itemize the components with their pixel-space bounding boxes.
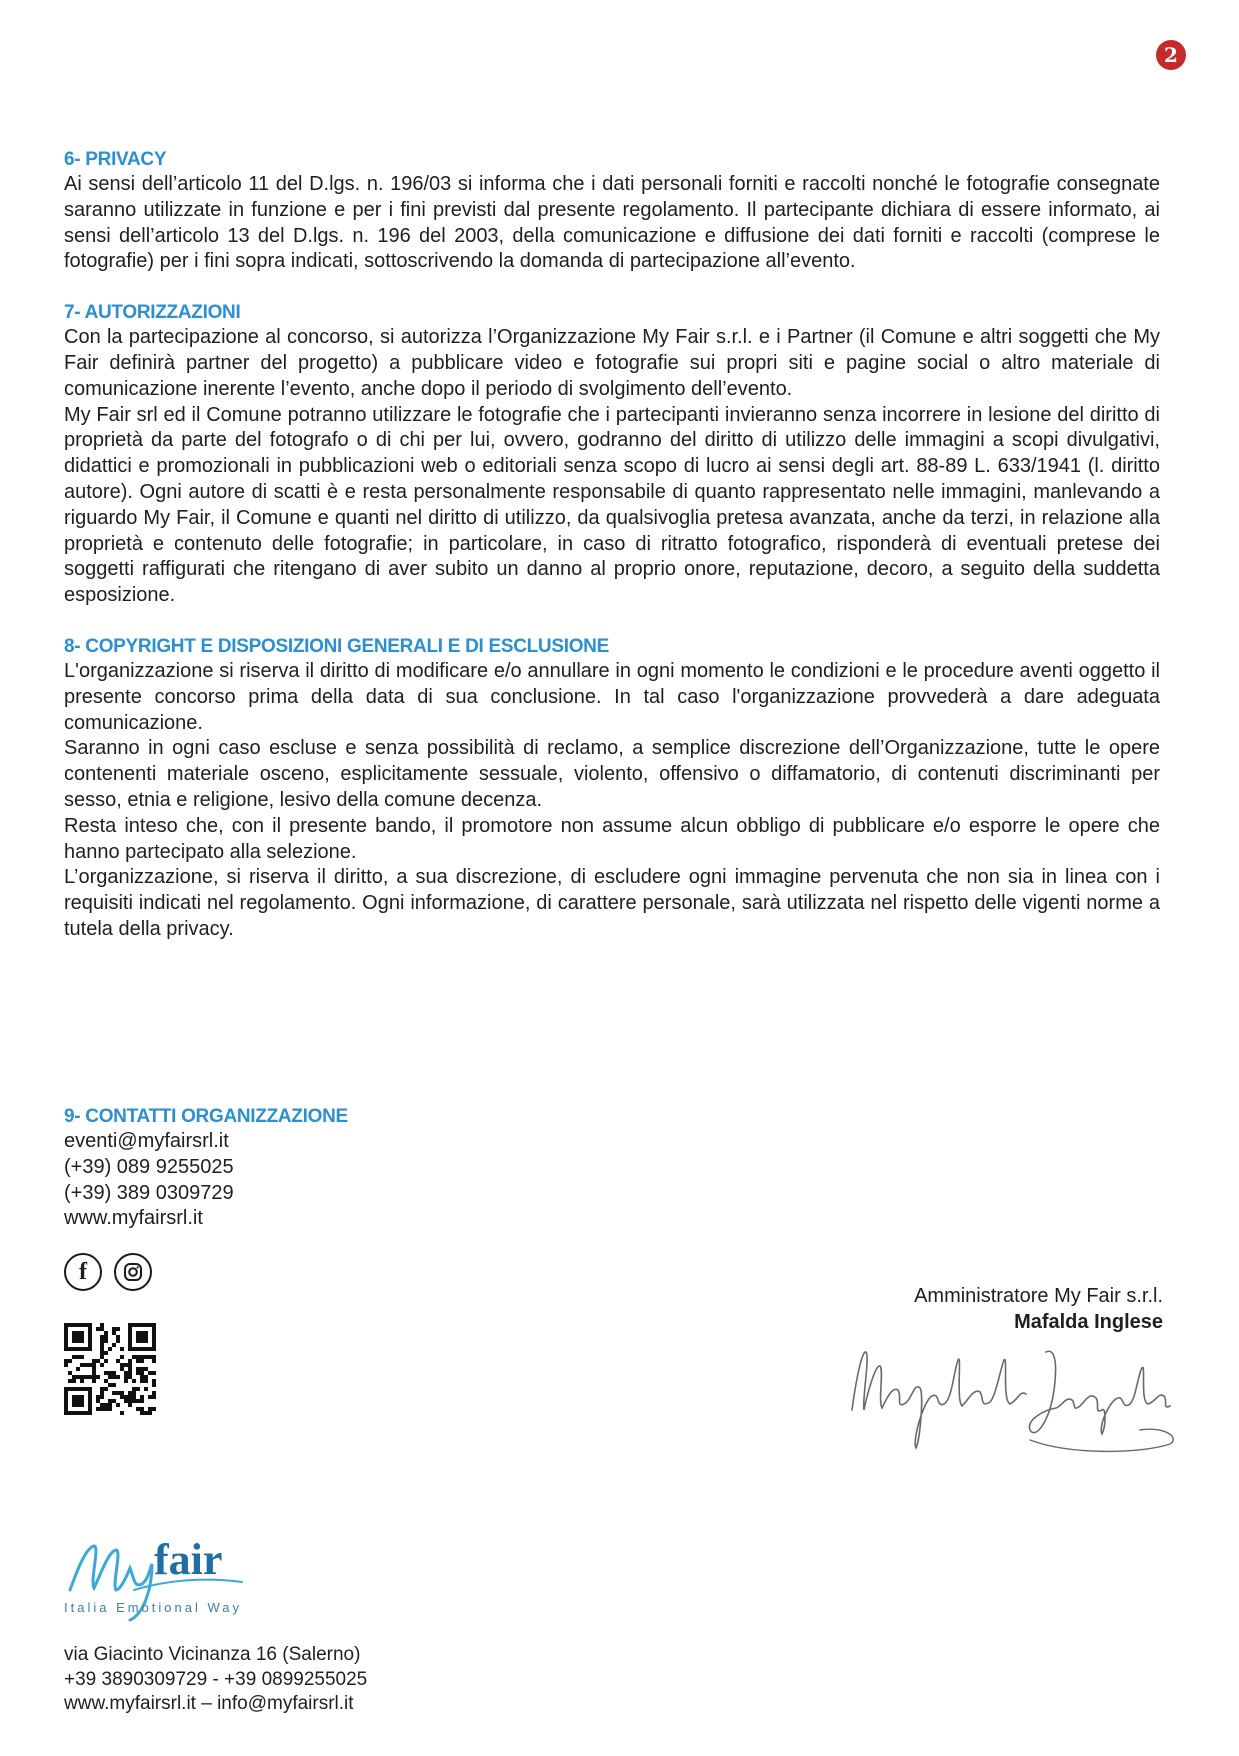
qr-code[interactable] [64,1323,156,1420]
instagram-glyph [123,1262,143,1282]
contacts-section [64,1105,664,1232]
qr-code-image [64,1323,156,1415]
address-street: via Giacinto Vicinanza 16 (Salerno) [64,1644,361,1665]
handwritten-signature [840,1330,1180,1465]
section-title: 6- PRIVACY [64,149,167,170]
paragraph: My Fair srl ed il Comune potranno utilizzare le fotografie che i partecipanti invieranno senza incorrere in lesione del diritto di proprietà da parte del fotografo o di chi per lui, ovvero, godranno del diritto di utilizzo delle immagini a scopi divulgativi, didattici e promozionali in pubblicazioni web o editoriali senza scopo di lucro ai sensi degli art. 88-89 L. 633/1941 (l. diritto autore). Ogni autore di scatti è e resta personalmente responsabile di quanto rappresentato nelle immagini, manlevando a riguardo My Fair, il Comune e quanti nel diritto di utilizzo, da qualsivoglia pretesa avanzata, anche da terzi, in relazione alla proprietà e contenuto delle fotografie; in particolare, in caso di ritratto fotografico, risponderà di eventuali pretese dei soggetti raffigurati che ritengano di aver subito un danno al proprio onore, reputazione, decoro, a seguito della suddetta esposizione. [64,403,1160,607]
social-links [64,1253,152,1291]
paragraph: Saranno in ogni caso escluse e senza possibilità di reclamo, a semplice discrezione dell’Organizzazione, tutte le opere contenenti materiale osceno, esplicitamente sessuale, violento, offensivo o diffamatorio, di contenuti discriminanti per sesso, etnia e religione, lesivo della comune decenza. [64,737,1160,811]
section-privacy [64,148,1160,275]
main-content [64,148,1160,969]
facebook-glyph: f [79,1259,87,1285]
contact-phone[interactable]: (+39) 089 9255025 [64,1155,234,1178]
signature-image [840,1330,1180,1460]
signature-block [914,1283,1163,1335]
contact-email[interactable]: eventi@myfairsrl.it [64,1130,229,1152]
address-phones: +39 3890309729 - +39 0899255025 [64,1668,368,1690]
paragraph: Ai sensi dell’articolo 11 del D.lgs. n. 196/03 si informa che i dati personali forniti e raccolti nonché le fotografie consegnate saranno utilizzate in funzione e per i fini previsti dal presente regolamento. Il partecipante dichiara di essere informato, ai sensi dell’articolo 13 del D.lgs. n. 196 del 2003, della comunicazione e diffusione dei dati forniti e raccolti (comprese le fotografie) per i fini sopra indicati, sottoscrivendo la domanda di partecipazione all’evento. [64,173,1160,273]
page-number-badge: 2 [1156,40,1186,70]
instagram-icon[interactable] [114,1253,152,1291]
section-title: 8- COPYRIGHT E DISPOSIZIONI GENERALI E DI ESCLUSIONE [64,635,609,657]
logo-word: fair [154,1535,223,1584]
section-copyright [64,635,1160,943]
contact-phone[interactable]: (+39) 389 0309729 [64,1181,234,1204]
paragraph: L'organizzazione si riserva il diritto di modificare e/o annullare in ogni momento le condizioni e le procedure aventi oggetto il presente concorso prima della data di sua conclusione. In tal caso l'organizzazione provvederà a dare adeguata comunicazione. [64,659,1160,734]
address-web-email[interactable]: www.myfairsrl.it – info@myfairsrl.it [64,1693,354,1714]
section-title: 9- CONTATTI ORGANIZZAZIONE [64,1106,348,1127]
footer-address [64,1643,367,1717]
section-autorizzazioni [64,301,1160,609]
paragraph: Con la partecipazione al concorso, si autorizza l’Organizzazione My Fair s.r.l. e i Partner (il Comune e altri soggetti che My Fair definirà partner del progetto) a pubblicare video e fotografie sui propri siti e pagine social o altro materiale di comunicazione inerente l’evento, anche dopo il periodo di svolgimento dell’evento. [64,326,1160,400]
facebook-icon[interactable] [64,1253,102,1291]
paragraph: L’organizzazione, si riserva il diritto, a sua discrezione, di escludere ogni immagine pervenuta che non sia in linea con i requisiti indicati nel regolamento. Ogni informazione, di carattere personale, sarà utilizzata nel rispetto delle vigenti norme a tutela della privacy. [64,866,1160,940]
signatory-role: Amministratore My Fair s.r.l. [914,1285,1163,1307]
signatory-name: Mafalda Inglese [1014,1311,1163,1333]
paragraph: Resta inteso che, con il presente bando, il promotore non assume alcun obbligo di pubblicare e/o esporre le opere che hanno partecipato alla selezione. [64,814,1160,863]
section-title: 7- AUTORIZZAZIONI [64,302,241,324]
logo-tagline: Italia Emotional Way [64,1600,243,1615]
contact-website[interactable]: www.myfairsrl.it [64,1207,203,1230]
